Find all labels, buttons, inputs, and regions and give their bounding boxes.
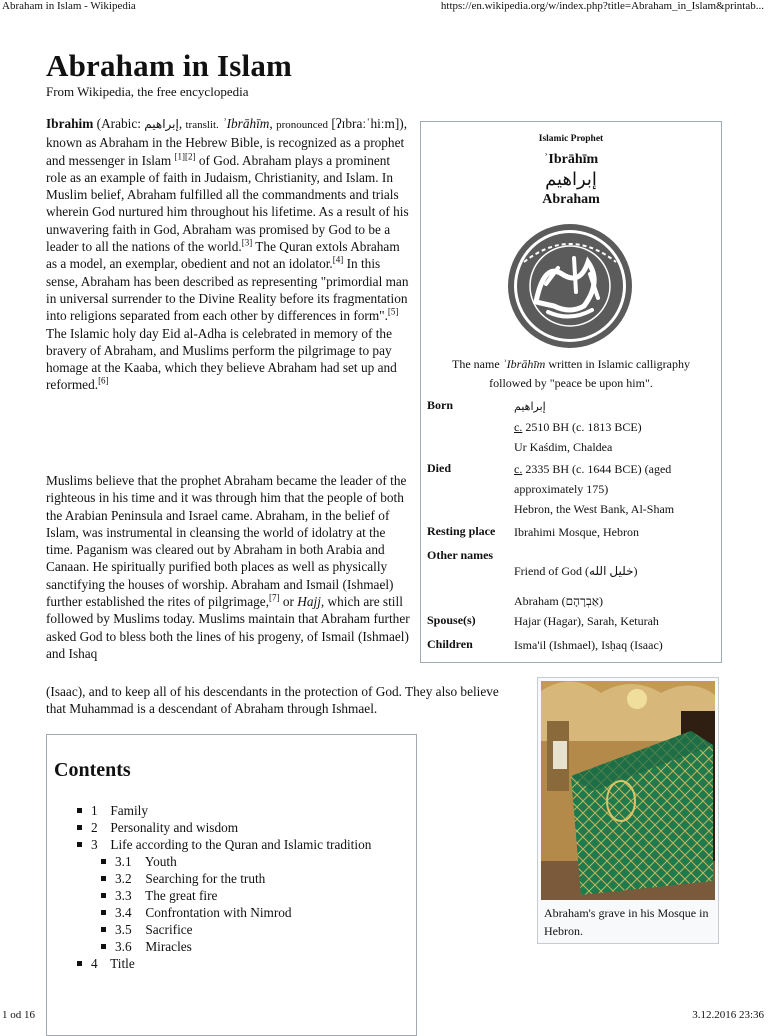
died-date: 2335 BH (c. 1644 BCE) (aged approximately 175): [514, 462, 672, 496]
toc-item-searching[interactable]: [77, 870, 371, 887]
infobox-row-born: [427, 398, 717, 458]
toc-item-personality[interactable]: [77, 819, 371, 836]
toc-label: Title: [110, 956, 135, 971]
toc-num: 3.2: [115, 871, 132, 886]
print-footer: [0, 1006, 768, 1024]
toc-label: Life according to the Quran and Islamic tradition: [110, 837, 372, 852]
children-value[interactable]: Isma'il (Ishmael), Isḥaq (Isaac): [514, 638, 663, 652]
toc-label: Sacrifice: [145, 922, 193, 937]
toc-num: 2: [91, 820, 98, 835]
other-name-2: Abraham (אַבְרָהָם): [514, 594, 603, 608]
toc-item-great-fire[interactable]: [77, 887, 371, 904]
born-value: [514, 396, 714, 457]
toc-label: Family: [110, 803, 149, 818]
ipa[interactable]: [ʔɪbraːˈhiːm]: [331, 116, 400, 131]
intro-bold-name: Ibrahim: [46, 116, 94, 131]
grave-caption: Abraham's grave in his Mosque in Hebron.: [544, 906, 709, 938]
caption-name: ʾIbrāhīm: [502, 357, 546, 371]
toc-label: Confrontation with Nimrod: [145, 905, 292, 920]
print-url[interactable]: https://en.wikipedia.org/w/index.php?title=Abraham_in_Islam&printab...: [440, 0, 764, 12]
children-label: Children: [427, 637, 473, 651]
toc-item-family[interactable]: [77, 802, 371, 819]
died-label: Died: [427, 461, 451, 475]
grave-photo[interactable]: [541, 681, 715, 900]
toc-list: [77, 802, 371, 972]
ref-4[interactable]: [4]: [332, 254, 344, 265]
intro-text-d: In this sense, Abraham has been described as representing "primordial man in universal surrender to the Divine Reality before its fragmentation into religions separated from each other by differences in form".: [46, 256, 409, 324]
p2-text-b: , which are still followed by Muslims today. Muslims maintain that Abraham further asked God to bless both the lines of his progeny, of Ismail (Ishmael) and Ishaq: [46, 594, 410, 661]
toc-title: Contents: [54, 759, 131, 781]
toc-num: 3.6: [115, 939, 132, 954]
toc-num: 3: [91, 837, 98, 852]
ref-2[interactable]: [2]: [185, 151, 196, 162]
born-arabic: إبراهيم: [514, 400, 546, 413]
born-place: Ur Kaśdim, Chaldea: [514, 440, 613, 454]
born-date: 2510 BH (c. 1813 BCE): [525, 420, 642, 434]
infobox-name: Abraham: [542, 192, 600, 207]
spouse-label: Spouse(s): [427, 613, 476, 627]
infobox-row-died: [427, 461, 717, 521]
toc-item-title[interactable]: [77, 955, 371, 972]
print-datetime: 3.12.2016 23:36: [692, 1009, 764, 1021]
toc-label: The great fire: [145, 888, 218, 903]
other-names-value: [514, 556, 714, 616]
hajj-link[interactable]: Hajj: [297, 594, 321, 610]
pronounced-label: pronounced: [276, 119, 329, 131]
born-label: Born: [427, 398, 454, 412]
other-names-label: Other names: [427, 548, 494, 562]
intro-text-c: The Quran extols Abraham as a model, an exemplar, obedient and not an idolator.: [46, 239, 400, 272]
toc-item-youth[interactable]: [77, 853, 371, 870]
article-tagline: From Wikipedia, the free encyclopedia: [46, 84, 249, 99]
other-name-1: Friend of God (خليل الله): [514, 564, 638, 578]
caption-pre: The name: [452, 357, 500, 371]
toc-item-life[interactable]: [77, 836, 371, 853]
table-of-contents: [46, 734, 417, 1036]
intro-paragraph: Ibrahim (Arabic: إبراهيم, translit. ʾIbrāhīm, pronounced [ʔɪbraːˈhiːm]), known as Abraham in the Hebrew Bible, is recognized as a prophet and messenger in Islam [1][2] of God. Abraham plays a prominent role as an example of faith in Judaism, Christianity, and Islam. In Muslim belief, Abraham fulfilled all the commandments and trials wherein God nurtured him throughout his lifetime. As a result of his unwavering faith in God, Abraham was promised by God to be a leader to all the nations of the world.[3] The Quran extols Abraham as a model, an exemplar, obedient and not an idolator.[4] In this sense, Abraham has been described as representing "primordial man in universal surrender to the Divine Reality before its fragmentation into religions separated from each other by differences in form".[5] The Islamic holy day Eid al-Adha is celebrated in memory of the bravery of Abraham, and Muslims perform the pilgrimage to pay homage at the Kaaba, which they believe Abraham had set up and reformed.[6]: [46, 116, 409, 393]
toc-num: 4: [91, 956, 98, 971]
intro-text-b: of God. Abraham plays a prominent role as an example of faith in Judaism, Christianity, and Islam. In Muslim belief, Abraham fulfilled all the commandments and trials wherein God nurtured him throughout his lifetime. As a result of his unwavering faith in God, Abraham was promised by God to be a leader to all the nations of the world.: [46, 152, 409, 255]
p2-or: or: [282, 594, 294, 610]
infobox-row-other-names: [427, 548, 717, 608]
spouse-value[interactable]: Hajar (Hagar), Sarah, Keturah: [514, 614, 659, 628]
infobox-arabic: إبراهيم: [545, 169, 597, 190]
ref-7[interactable]: [7]: [269, 592, 280, 603]
toc-num: 3.1: [115, 854, 132, 869]
toc-num: 3.5: [115, 922, 132, 937]
page-count: 1 od 16: [2, 1009, 35, 1021]
toc-label: Personality and wisdom: [110, 820, 239, 835]
p2-text-a: Muslims believe that the prophet Abraham became the leader of the righteous in his time and it was through him that the people of both the Arabian Peninsula and Israel came. Abraham, in the belief of Islam, was instrumental in cleansing the world of idolatry at the time. Paganism was cleared out by Abraham in both Arabia and Canaan. He spiritually purified both places as well as physically sanctifying the houses of worship. Abraham and Ismail (Ishmael) further established the rites of pilgrimage,: [46, 473, 407, 610]
p2-text-c: (Isaac), and to keep all of his descendants in the protection of God. They also believe that Muhammad is a descendant of Abraham through Ishmael.: [46, 684, 499, 717]
born-circa-link[interactable]: c.: [514, 420, 523, 434]
resting-value[interactable]: Ibrahimi Mosque, Hebron: [514, 525, 639, 539]
toc-num: 3.4: [115, 905, 132, 920]
died-place: Hebron, the West Bank, Al-Sham: [514, 502, 675, 516]
died-value: [514, 459, 714, 519]
toc-item-nimrod[interactable]: [77, 904, 371, 921]
caption-post: written in Islamic calligraphy followed by "peace be upon him".: [489, 357, 690, 390]
infobox: [420, 121, 722, 663]
resting-label: Resting place: [427, 524, 496, 538]
print-page-title: Abraham in Islam - Wikipedia: [2, 0, 136, 12]
died-circa-link[interactable]: c.: [514, 462, 523, 476]
print-header: [0, 0, 768, 16]
translit-label: translit.: [185, 119, 219, 131]
paragraph-2: [46, 472, 412, 662]
infobox-heading: Islamic Prophet: [538, 134, 604, 144]
arabic-link[interactable]: Arabic:: [101, 116, 141, 131]
toc-label: Searching for the truth: [145, 871, 266, 886]
intro-text-a: known as Abraham in the Hebrew Bible, is recognized as a prophet and messenger in Islam: [46, 135, 405, 168]
toc-item-miracles[interactable]: [77, 938, 371, 955]
intro-text-e: The Islamic holy day Eid al-Adha is celebrated in memory of the bravery of Abraham, and Muslims perform the pilgrimage to pay homage at the Kaaba, which they believe Abraham had set up and reformed.: [46, 325, 397, 393]
calligraphy-seal-image[interactable]: [484, 222, 656, 350]
article-title: Abraham in Islam: [46, 48, 293, 83]
toc-label: Youth: [144, 854, 177, 869]
toc-num: 3.3: [115, 888, 132, 903]
ref-3[interactable]: [3]: [241, 237, 253, 248]
infobox-translit: ʾIbrāhīm: [543, 152, 599, 167]
toc-num: 1: [91, 803, 98, 818]
infobox-caption: [433, 355, 709, 393]
toc-label: Miracles: [145, 939, 192, 954]
ref-1[interactable]: [1]: [174, 151, 186, 162]
arabic-name: إبراهيم: [144, 117, 179, 131]
paragraph-2-continued: [46, 683, 516, 718]
translit-value: ʾIbrāhīm: [222, 116, 270, 131]
ref-6[interactable]: [6]: [98, 376, 109, 387]
toc-item-sacrifice[interactable]: [77, 921, 371, 938]
grave-thumbnail: [537, 677, 719, 944]
ref-5[interactable]: [5]: [387, 306, 399, 317]
